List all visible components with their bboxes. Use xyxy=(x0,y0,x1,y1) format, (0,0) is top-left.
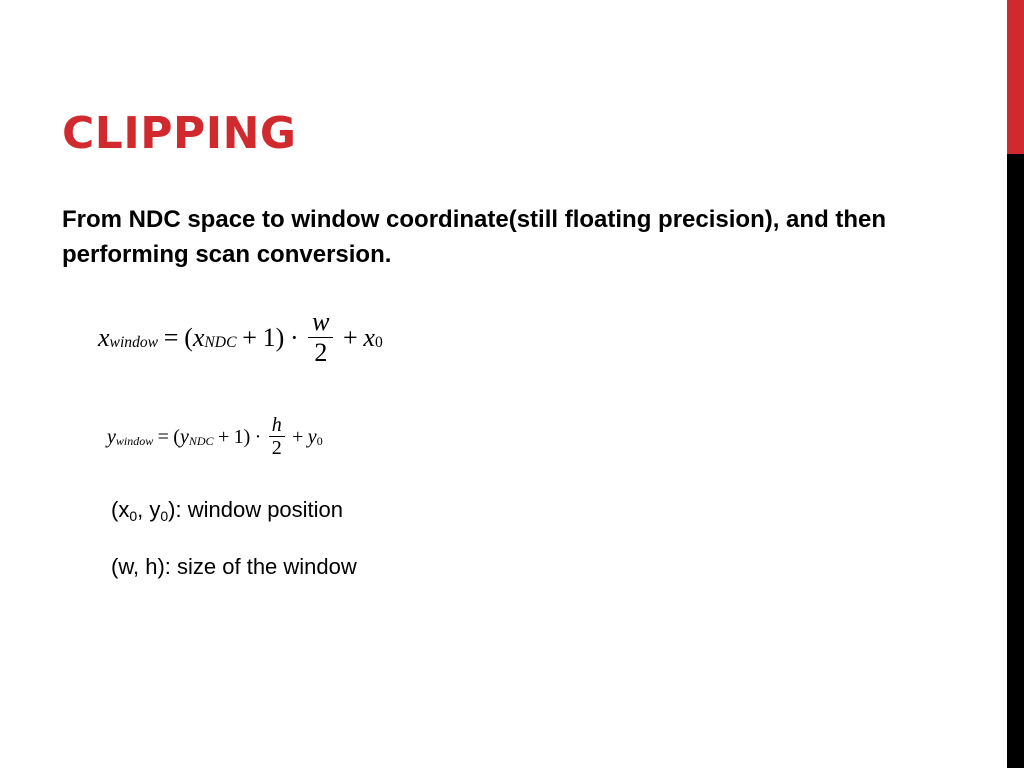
eq2-one-close: 1) xyxy=(233,425,251,448)
eq2-frac-num: h xyxy=(271,414,282,436)
eq1-offset-var: x xyxy=(363,322,375,352)
note-window-position xyxy=(111,497,343,524)
eq2-dot: · xyxy=(254,425,262,448)
eq2-plus2: + xyxy=(292,425,304,448)
eq1-var: x xyxy=(192,322,205,352)
note1-mid: , y xyxy=(137,497,161,522)
eq1-plus2: + xyxy=(343,322,358,352)
side-accent-bar-black xyxy=(1007,154,1024,768)
eq1-equals: = xyxy=(163,322,179,352)
note1-sub-y: 0 xyxy=(160,508,169,524)
eq2-var: y xyxy=(179,425,189,448)
eq1-lhs-sub: window xyxy=(109,334,159,352)
eq1-lhs-var: x xyxy=(98,322,110,352)
note1-open: (x xyxy=(111,497,130,522)
slide-body-text: From NDC space to window coordinate(still floating precision), and then performing scan conversion. xyxy=(62,206,887,268)
eq1-plus: + xyxy=(242,322,257,352)
eq2-plus: + xyxy=(217,425,230,448)
eq1-fraction xyxy=(308,308,333,368)
eq2-offset-sub: 0 xyxy=(316,433,323,448)
note-window-size: (w, h): size of the window xyxy=(111,554,357,579)
note1-close: ): window position xyxy=(168,497,344,522)
side-accent-bar-red xyxy=(1007,0,1024,154)
equation-x-window xyxy=(98,308,383,368)
note1-sub-x: 0 xyxy=(129,508,138,524)
slide-title: CLIPPING xyxy=(62,108,297,159)
eq1-one-close: 1) xyxy=(262,322,285,352)
eq2-lhs-var: y xyxy=(107,425,116,448)
eq2-open-paren: ( xyxy=(173,425,180,448)
eq1-frac-num: w xyxy=(312,307,330,336)
eq1-offset-sub: 0 xyxy=(374,334,383,352)
eq1-var-sub: NDC xyxy=(204,334,237,352)
eq2-var-sub: NDC xyxy=(188,433,214,448)
eq2-frac-den: 2 xyxy=(271,437,282,459)
eq2-offset-var: y xyxy=(307,425,317,448)
eq2-equals: = xyxy=(157,425,169,448)
eq1-dot: · xyxy=(289,322,299,352)
eq1-frac-den: 2 xyxy=(314,337,328,367)
eq2-lhs-sub: window xyxy=(115,433,154,448)
eq2-fraction xyxy=(269,414,285,460)
equation-y-window xyxy=(107,414,323,460)
eq1-open-paren: ( xyxy=(184,322,193,352)
